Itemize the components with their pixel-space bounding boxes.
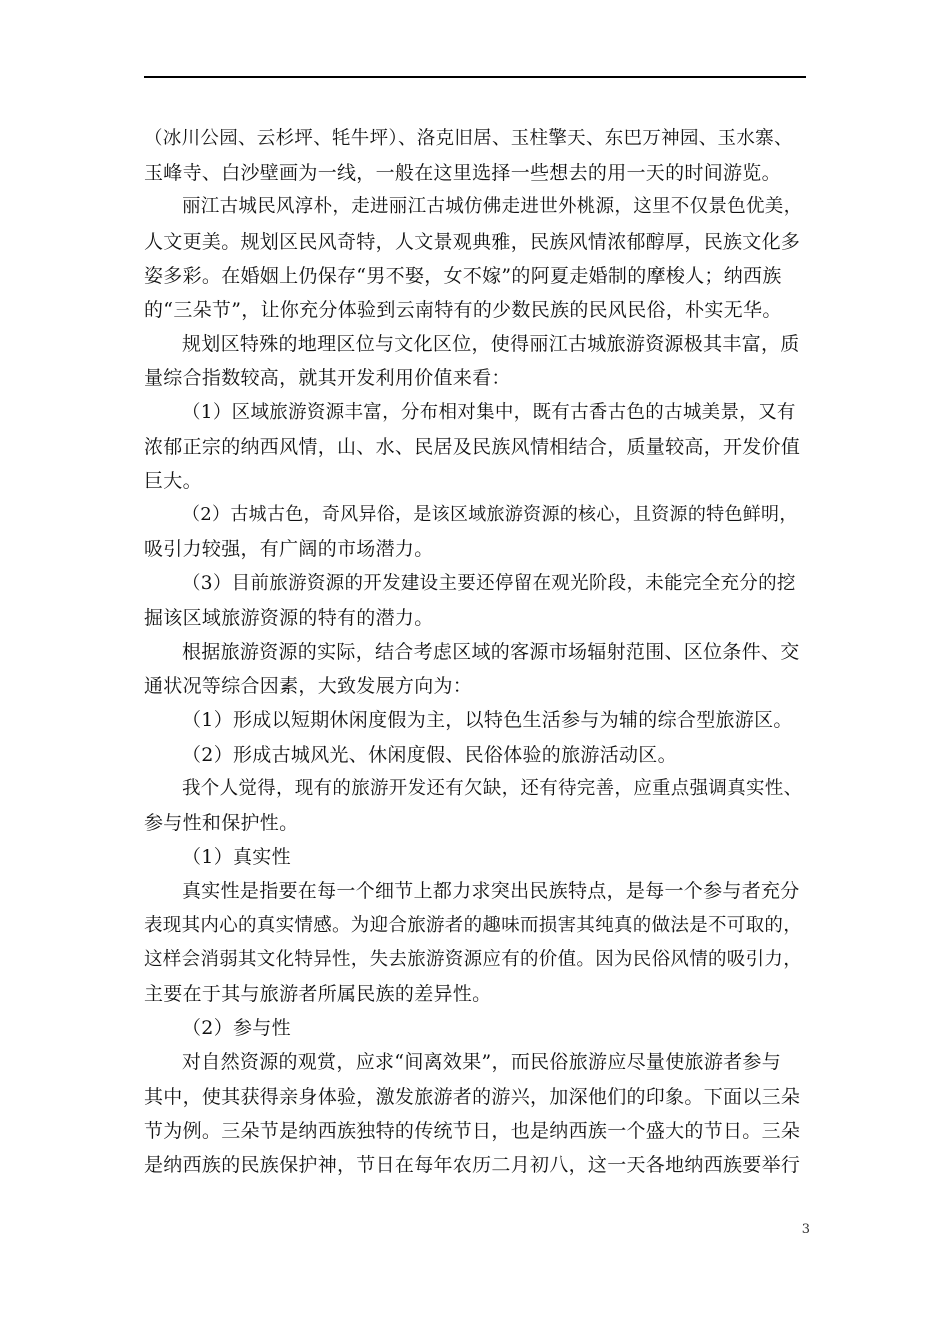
text-line: 的“三朵节”，让你充分体验到云南特有的少数民族的民风民俗，朴实无华。	[144, 299, 782, 322]
body-text	[144, 122, 806, 1182]
text-line: 掘该区域旅游资源的特有的潜力。	[144, 606, 434, 629]
text-line: 规划区特殊的地理区位与文化区位，使得丽江古城旅游资源极其丰富，质	[182, 333, 800, 356]
page-number: 3	[801, 1222, 810, 1237]
text-line: 真实性是指要在每一个细节上都力求突出民族特点，是每一个参与者充分	[182, 880, 800, 903]
text-line: 巨大。	[144, 470, 202, 493]
text-line: 是纳西族的民族保护神，节日在每年农历二月初八，这一天各地纳西族要举行	[144, 1154, 801, 1177]
text-line: 参与性和保护性。	[144, 812, 299, 835]
text-line: 浓郁正宗的纳西风情，山、水、民居及民族风情相结合，质量较高，开发价值	[144, 435, 801, 458]
text-line: （1）区域旅游资源丰富，分布相对集中，既有古香古色的古城美景，又有	[182, 401, 796, 423]
text-line: 我个人觉得，现有的旅游开发还有欠缺，还有待完善，应重点强调真实性、	[182, 777, 803, 799]
text-line: 其中，使其获得亲身体验，激发旅游者的游兴，加深他们的印象。下面以三朵	[144, 1085, 801, 1108]
text-line: 对自然资源的观赏，应求“间离效果”，而民俗旅游应尽量使旅游者参与	[182, 1051, 782, 1074]
text-line: 这样会消弱其文化特异性，失去旅游资源应有的价值。因为民俗风情的吸引力，	[144, 948, 803, 970]
text-line: （1）形成以短期休闲度假为主，以特色生活参与为辅的综合型旅游区。	[182, 709, 793, 732]
text-line: 量综合指数较高，就其开发利用价值来看：	[144, 367, 511, 390]
text-line: （1）真实性	[182, 846, 291, 869]
text-line: 主要在于其与旅游者所属民族的差异性。	[144, 983, 492, 1006]
text-line: 表现其内心的真实情感。为迎合旅游者的趣味而损害其纯真的做法是不可取的，	[144, 914, 803, 936]
text-line: （冰川公园、云杉坪、牦牛坪）、洛克旧居、玉柱擎天、东巴万神园、玉水寨、	[144, 128, 793, 149]
text-line: （2）古城古色，奇风异俗，是该区域旅游资源的核心，且资源的特色鲜明，	[182, 504, 798, 526]
text-line: 姿多彩。在婚姻上仍保存“男不娶，女不嫁”的阿夏走婚制的摩梭人；纳西族	[144, 264, 782, 287]
text-line: 根据旅游资源的实际，结合考虑区域的客源市场辐射范围、区位条件、交	[182, 641, 800, 664]
text-line: 丽江古城民风淳朴，走进丽江古城仿佛走进世外桃源，这里不仅景色优美，	[182, 196, 803, 218]
text-line: 吸引力较强，有广阔的市场潜力。	[144, 538, 434, 561]
text-line: （2）形成古城风光、休闲度假、民俗体验的旅游活动区。	[182, 743, 677, 766]
text-line: 玉峰寺、白沙壁画为一线，一般在这里选择一些想去的用一天的时间游览。	[144, 162, 781, 185]
text-line: 节为例。三朵节是纳西族独特的传统节日，也是纳西族一个盛大的节日。三朵	[144, 1119, 801, 1142]
text-line: 人文更美。规划区民风奇特，人文景观典雅，民族风情浓郁醇厚，民族文化多	[144, 230, 801, 253]
header-rule	[144, 76, 806, 78]
text-line: 通状况等综合因素，大致发展方向为：	[144, 675, 473, 698]
text-line: （2）参与性	[182, 1017, 291, 1040]
text-line: （3）目前旅游资源的开发建设主要还停留在观光阶段，未能完全充分的挖	[182, 572, 796, 594]
